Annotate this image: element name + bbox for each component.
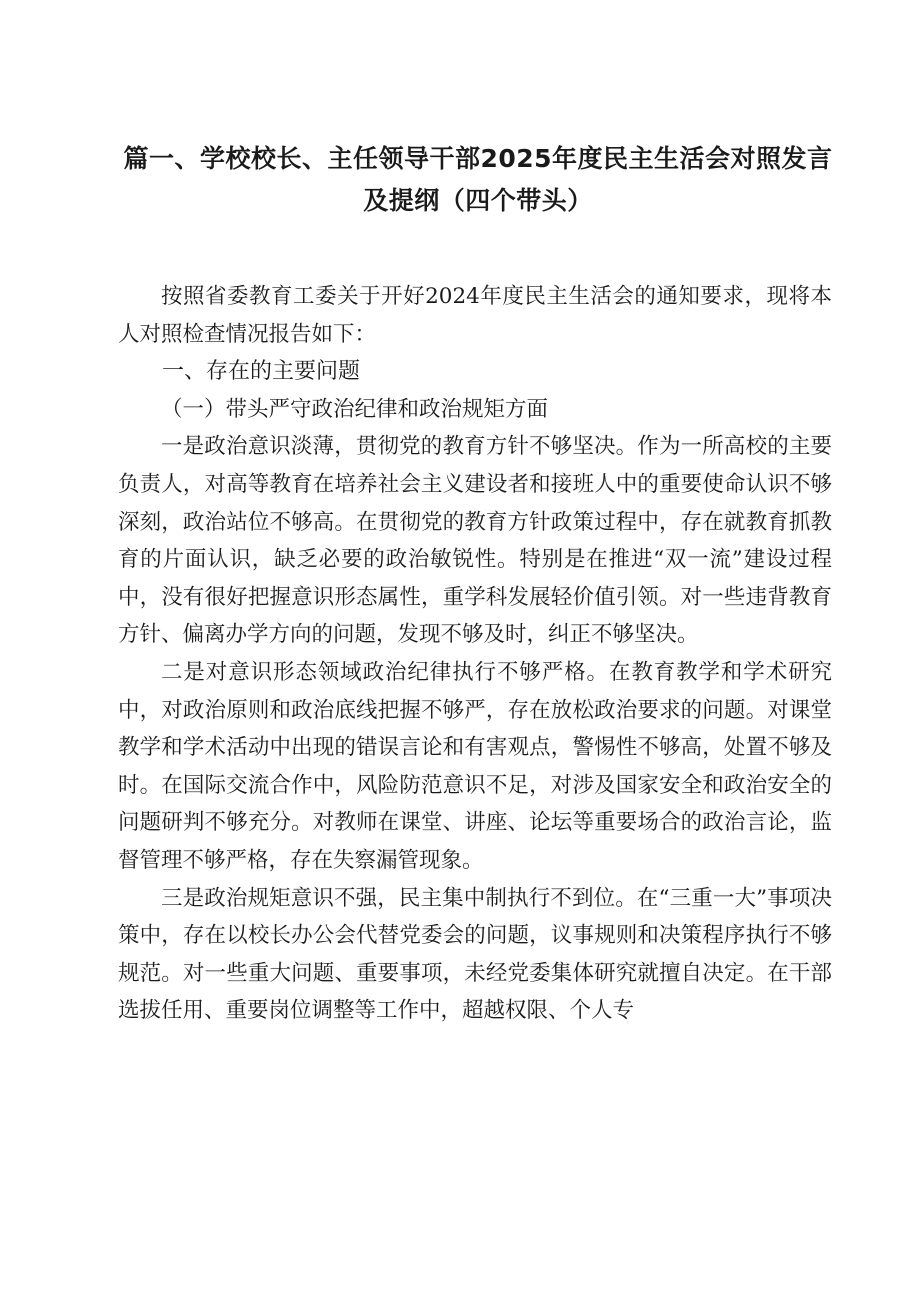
section-heading: 一、存在的主要问题 bbox=[162, 359, 361, 385]
body-paragraph-2: 二是对意识形态领域政治纪律执行不够严格。在教育教学和学术研究中，对政治原则和政治底线把握不够严，存在放松政治要求的问题。对课堂教学和学术活动中出现的错误言论和有害观点，警惕性不够高，处置不够及时。在国际交流合作中，风险防范意识不足，对涉及国家安全和政治安全的问题研判不够充分。对教师在课堂、讲座、论坛等重要场合的政治言论，监督管理不够严格，存在失察漏管现象。 bbox=[118, 659, 832, 873]
document-body bbox=[118, 278, 832, 1030]
document-title: 篇一、学校校长、主任领导干部2025年度民主生活会对照发言及提纲（四个带头） bbox=[123, 144, 833, 215]
intro-paragraph: 按照省委教育工委关于开好2024年度民主生活会的通知要求，现将本人对照检查情况报告如下： bbox=[118, 284, 832, 347]
body-paragraph-1: 一是政治意识淡薄，贯彻党的教育方针不够坚决。作为一所高校的主要负责人，对高等教育在培养社会主义建设者和接班人中的重要使命认识不够深刻，政治站位不够高。在贯彻党的教育方针政策过程中，存在就教育抓教育的片面认识，缺乏必要的政治敏锐性。特别是在推进“双一流”建设过程中，没有很好把握意识形态属性，重学科发展轻价值引领。对一些违背教育方针、偏离办学方向的问题，发现不够及时，纠正不够坚决。 bbox=[118, 434, 832, 648]
subsection-heading: （一）带头严守政治纪律和政治规矩方面 bbox=[161, 396, 549, 422]
body-paragraph-3: 三是政治规矩意识不强，民主集中制执行不到位。在“三重一大”事项决策中，存在以校长办公会代替党委会的问题，议事规则和决策程序执行不够规范。对一些重大问题、重要事项，未经党委集体研究就擅自决定。在干部选拔任用、重要岗位调整等工作中，超越权限、个人专 bbox=[118, 885, 832, 1024]
